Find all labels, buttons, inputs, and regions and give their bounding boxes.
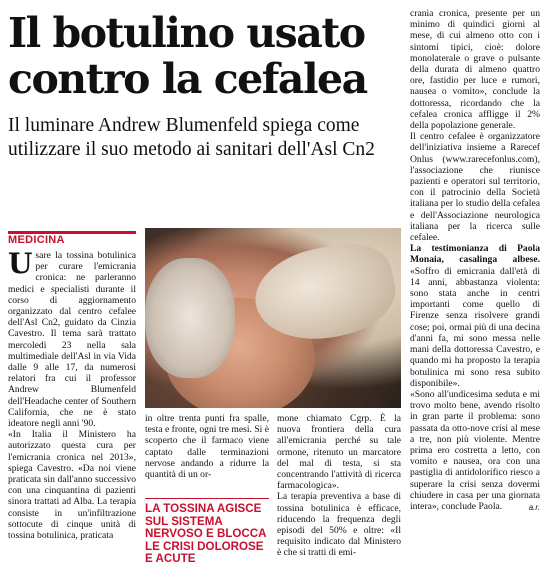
article-column-2 bbox=[145, 413, 269, 480]
testimony-heading: La testimonianza di Paola Monaia, casalinga albese. bbox=[410, 243, 540, 266]
article-photo bbox=[145, 228, 401, 408]
photo-hair-shape bbox=[145, 258, 235, 378]
paragraph bbox=[410, 389, 540, 512]
headline: Il botulino usato contro la cefalea bbox=[8, 9, 367, 103]
paragraph bbox=[8, 247, 136, 430]
article-column-1 bbox=[8, 247, 136, 542]
paragraph-text: sare la tossina botulinica per curare l'emicrania cronica: ne parleranno medici e specialisti durante il corso di aggiornamento organizzato dal centro cefalee dell'Asl Cn2, guidato da Cinzia Cavestro. Il tema sarà trattato mercoledì 23 nella sala multimediale dell'Asl in via Vida dalle 9 alle 17, da numerosi relatori fra cui il professor Andrew Blumenfeld dell'Headache center of Southern California, che ne è stato ideatore negli anni '90. bbox=[8, 250, 136, 430]
drop-cap: U bbox=[8, 247, 33, 280]
paragraph: «In Italia il Ministero ha autorizzato questa cura per l'emicrania cronica nel 2013», spiega Cavestro. «Da noi viene praticata sin dall'anno successivo con una cinquantina di pazienti sinora trattati ad Alba. La terapia consiste in un'infiltrazione sottocute di cinque unità di tossina botulinica, praticata bbox=[8, 429, 136, 542]
pullquote-rule bbox=[145, 498, 269, 499]
paragraph: in oltre trenta punti fra spalle, testa e fronte, ogni tre mesi. Si è scoperto che il farmaco viene captato dalle terminazioni nervose andando a ridurre la quantità di un or- bbox=[145, 413, 269, 481]
section-label: MEDICINA bbox=[8, 234, 65, 246]
paragraph: La terapia preventiva a base di tossina botulinica è efficace, riducendo la frequenza degli episodi del 50% e oltre: «Il requisito indicato dal Ministero è che si tratti di emi- bbox=[277, 491, 401, 559]
paragraph-text: «Sono all'undicesima seduta e mi trovo molto bene, avendo risolto in gran parte il problema: sono passata da otto-nove crisi al mese a tre, non più violente. Mentre prima ero costretta a letto, con vomito e nausea, ora con una pastiglia di antidolorifico riesco a superare la crisi senza dovermi chiudere in casa per una giornata intera», conclude Paola. bbox=[410, 388, 540, 512]
article-column-4 bbox=[410, 8, 540, 513]
paragraph: mone chiamato Cgrp. È la nuova frontiera della cura all'emicrania perché su tale ormone, ritenuto un marcatore del mal di testa, si sta concentrando l'attività di ricerca farmacologica». bbox=[277, 413, 401, 492]
pullquote: LA TOSSINA AGISCE SUL SISTEMA NERVOSO E BLOCCA LE CRISI DOLOROSE E ACUTE bbox=[145, 502, 267, 566]
subtitle: Il luminare Andrew Blumenfeld spiega come utilizzare il suo metodo ai sanitari dell'Asl Cn2 bbox=[8, 115, 375, 160]
author-signature: a.r. bbox=[528, 502, 540, 512]
article-column-3 bbox=[277, 413, 401, 559]
paragraph: crania cronica, presente per un minimo di quindici giorni al mese, di cui almeno otto con i sintomi tipici, cioè: dolore monolaterale o grave o pulsante della durata di almeno quattro ore, fastidio per luce e rumori, nausea o vomito», conclude la dottoressa, ricordando che la cefalea cronica affligge il 2% della popolazione generale. bbox=[410, 8, 540, 132]
paragraph bbox=[410, 243, 540, 389]
paragraph-text: «Soffro di emicrania dall'età di 14 anni, abbastanza violenta: sono stata anche in centri importanti come quello di Firenze senza risolvere grandi cose; poi, ormai più di una decina d'anni fa, mi sono messa nelle mani della dottoressa Cavestro, e quando mi ha proposto la terapia botulinica mi sono resa subito disponibile». bbox=[410, 265, 540, 389]
paragraph: Il centro cefalee è organizzatore dell'iniziativa insieme a Rarecef Onlus (www.rarecefonlus.com), l'associazione che riunisce pazienti e operatori sul territorio, con il patrocinio della Società italiana per lo studio della cefalea e dell'Associazione neurologica italiana per la ricerca sulle cefalee. bbox=[410, 131, 540, 244]
